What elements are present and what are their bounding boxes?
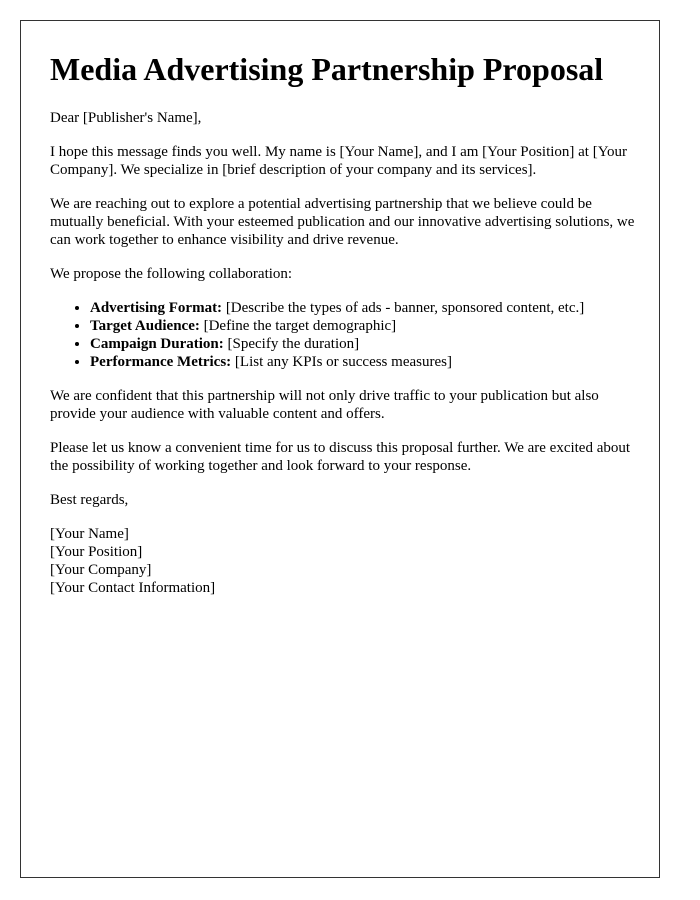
list-item <box>90 353 640 371</box>
intro-paragraph: I hope this message finds you well. My name is [Your Name], and I am [Your Position] at [Your Company]. We specialize in [brief description of your company and its services]. <box>50 144 628 178</box>
list-item <box>90 317 640 335</box>
signature-contact: [Your Contact Information] <box>50 580 216 596</box>
list-item-text: [Define the target demographic] <box>199 318 397 334</box>
list-item-text: [Specify the duration] <box>223 336 360 352</box>
letter-page <box>20 20 660 878</box>
salutation: Dear [Publisher's Name], <box>50 110 202 126</box>
list-item-text: [Describe the types of ads - banner, sponsored content, etc.] <box>222 300 585 316</box>
list-item-label: Advertising Format: <box>90 300 223 316</box>
signature-block <box>50 525 640 597</box>
signature-name: [Your Name] <box>50 526 129 542</box>
list-item-label: Target Audience: <box>90 318 200 334</box>
signature-position: [Your Position] <box>50 544 143 560</box>
letter-content <box>50 51 640 613</box>
signature-company: [Your Company] <box>50 562 152 578</box>
next-steps-paragraph: Please let us know a convenient time for us to discuss this proposal further. We are excited about the possibility of working together and look forward to your response. <box>50 440 631 474</box>
list-item <box>90 335 640 353</box>
list-item-label: Campaign Duration: <box>90 336 224 352</box>
collaboration-list <box>50 299 640 371</box>
signoff: Best regards, <box>50 492 129 508</box>
confidence-paragraph: We are confident that this partnership will not only drive traffic to your publication but also provide your audience with valuable content and offers. <box>50 388 599 422</box>
list-item-label: Performance Metrics: <box>90 354 232 370</box>
proposal-lead-paragraph: We propose the following collaboration: <box>50 266 293 282</box>
purpose-paragraph: We are reaching out to explore a potential advertising partnership that we believe could be mutually beneficial. With your esteemed publication and our innovative advertising solutions, we can work together to enhance visibility and drive revenue. <box>50 196 635 248</box>
list-item <box>90 299 640 317</box>
list-item-text: [List any KPIs or success measures] <box>231 354 452 370</box>
letter-title: Media Advertising Partnership Proposal <box>50 51 604 87</box>
